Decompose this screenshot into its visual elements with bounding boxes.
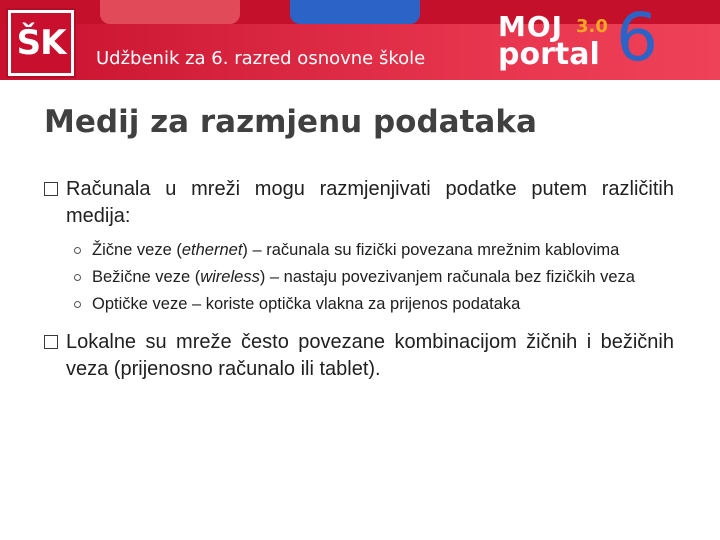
bullet-box-icon (44, 182, 58, 196)
sub-bullet-wired (72, 240, 674, 261)
decorative-tab-blue (290, 0, 420, 24)
sub-bullet-text: Bežične veze ( (92, 268, 201, 286)
ring-bullet-icon (74, 247, 81, 254)
decorative-tab-red (100, 0, 240, 24)
sub-bullet-text: Optičke veze – koriste optička vlakna za prijenos podataka (92, 295, 521, 313)
brand-grade: 6 (616, 0, 658, 76)
bullet-1-sublist (44, 240, 674, 315)
header-banner (0, 0, 720, 80)
slide-title: Medij za razmjenu podataka (44, 104, 537, 140)
bullet-2 (44, 329, 674, 383)
publisher-logo (6, 8, 76, 78)
brand-line-2: portal (498, 37, 600, 72)
bullet-box-icon (44, 335, 58, 349)
sub-bullet-text: ) – računala su fizički povezana mrežnim kablovima (242, 241, 620, 259)
textbook-subtitle: Udžbenik za 6. razred osnovne škole (96, 48, 426, 69)
sub-bullet-optical (72, 294, 674, 315)
slide-content (44, 176, 674, 393)
ring-bullet-icon (74, 301, 81, 308)
sub-bullet-wireless (72, 267, 674, 288)
sub-bullet-text: Žične veze ( (92, 241, 182, 259)
sub-bullet-text: ) – nastaju povezivanjem računala bez fizičkih veza (259, 268, 635, 286)
sub-bullet-emphasis: wireless (200, 268, 260, 286)
sub-bullet-emphasis: ethernet (181, 241, 243, 259)
moj-portal-logo (498, 0, 668, 76)
bullet-1 (44, 176, 674, 230)
brand-version: 3.0 (576, 16, 608, 37)
brand-line-1: MOJ (498, 10, 564, 43)
logo-text: ŠK (11, 13, 71, 73)
ring-bullet-icon (74, 274, 81, 281)
bullet-1-text: Računala u mreži mogu razmjenjivati podatke putem različitih medija: (66, 178, 674, 227)
bullet-2-text: Lokalne su mreže često povezane kombinacijom žičnih i bežičnih veza (prijenosno računalo ili tablet). (66, 331, 674, 380)
